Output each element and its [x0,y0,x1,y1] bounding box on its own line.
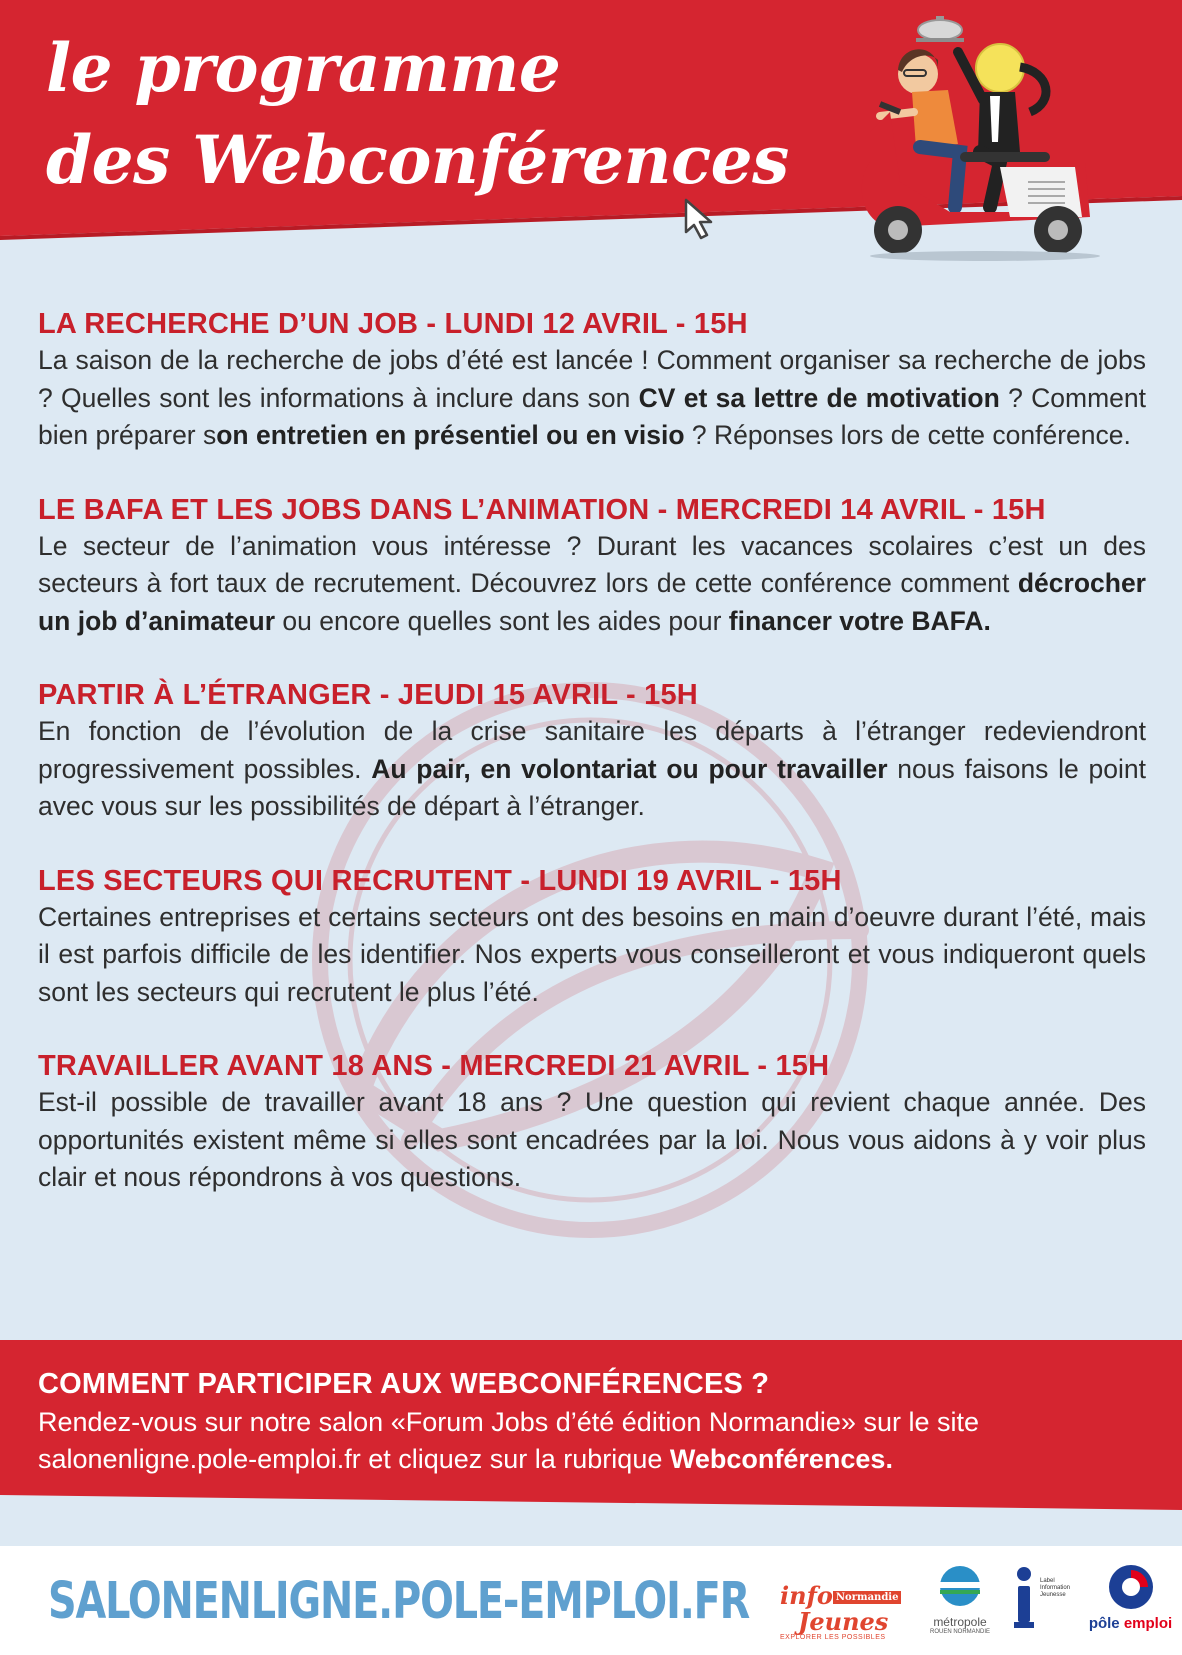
text-segment: ? Réponses lors de cette conférence. [684,420,1131,450]
session-description [38,1084,1146,1197]
text-segment: Le secteur de l’animation vous intéresse ? Durant les vacances scolaires c’est un des secteurs à fort taux de recrutement. Découvrez lors de cette conférence comment [38,530,1146,598]
information-jeunesse-logo [1010,1564,1085,1639]
pole-emploi-logo [1088,1562,1173,1632]
text-segment: En fonction de l’évolution de la crise sanitaire les départs à l’étranger redeviendront progressivement possibles. [38,716,1146,784]
title-line-1: le programme [46,29,561,107]
metropole-globe-icon [938,1564,982,1608]
participate-content [38,1364,1148,1478]
webconferences-link-label: Webconférences. [669,1444,893,1474]
text-segment: nous faisons le point avec vous sur les possibilités de départ à l’étranger. [38,753,1146,821]
session-item [38,306,1146,455]
information-jeunesse-label: Label Information Jeunesse [1040,1578,1071,1598]
info-jeunes-logo [780,1581,910,1641]
information-jeunesse-icon [1010,1564,1040,1634]
pole-emploi-word-2: emploi [1123,1615,1173,1632]
text-segment-bold: CV et sa lettre de motivation [638,382,1000,413]
session-description [38,528,1146,641]
text-segment-bold: Au pair, en volontariat ou pour travailler [371,753,888,784]
page-title [46,22,789,206]
info-jeunes-word-2: Jeunes [798,1606,889,1636]
conference-list [38,306,1146,1234]
session-heading: LA RECHERCHE D’UN JOB - LUNDI 12 AVRIL - 15H [38,308,748,340]
text-segment-bold: on entretien en présentiel ou en visio [216,420,685,450]
text-segment: ? Comment bien préparer s [38,382,1147,450]
header-banner [0,0,1182,250]
text-segment: La saison de la recherche de jobs d’été est lancée ! Comment organiser sa recherche de jobs ? Quelles sont les informations à inclure dans son [38,345,1146,413]
session-heading: LES SECTEURS QUI RECRUTENT - LUNDI 19 AVRIL - 15H [38,864,842,897]
partner-logos [770,1554,1173,1649]
text-segment: ou encore quelles sont les aides pour [275,605,729,636]
session-item [38,677,1146,826]
text-segment-bold: financer votre BAFA. [728,605,991,636]
session-description [38,342,1146,455]
session-item [38,863,1146,1012]
text-segment: Est-il possible de travailler avant 18 ans ? Une question qui revient chaque année. Des opportunités existent même si elles sont encadrées par la loi. Nous vous aidons à y voir plus clair et nous répondrons à vos questions. [38,1087,1146,1192]
metropole-label: métropole [933,1615,987,1629]
session-heading: TRAVAILLER AVANT 18 ANS - MERCREDI 21 AVRIL - 15H [38,1050,830,1082]
session-description [38,713,1146,826]
session-item [38,1048,1146,1197]
participate-text [38,1404,1148,1478]
metropole-sublabel: ROUEN NORMANDIE [929,1629,990,1635]
scooter-riders-illustration [850,12,1110,262]
session-item [38,492,1146,641]
participate-text-segment: Rendez-vous sur notre salon «Forum Jobs d’été édition Normandie» sur le site salonenligne.pole-emploi.fr et cliquez sur la rubrique [38,1407,979,1474]
session-description [38,899,1146,1012]
footer [0,1546,1182,1655]
pole-emploi-icon [1106,1562,1156,1612]
participate-heading: COMMENT PARTICIPER AUX WEBCONFÉRENCES ? [38,1368,770,1400]
session-heading: LE BAFA ET LES JOBS DANS L’ANIMATION - MERCREDI 14 AVRIL - 15H [38,493,1046,526]
session-heading: PARTIR À L’ÉTRANGER - JEUDI 15 AVRIL - 15H [38,679,698,711]
pole-emploi-word-1: pôle [1088,1615,1124,1632]
info-jeunes-tagline: EXPLORER LES POSSIBLES [780,1633,886,1641]
title-line-2: des Webconférences [46,121,789,199]
info-jeunes-region: Normandie [833,1591,902,1604]
cursor-arrow-icon [684,198,724,242]
site-url-link[interactable]: SALONENLIGNE.POLE-EMPLOI.FR [48,1572,750,1631]
how-to-participate-band [0,1340,1182,1510]
metropole-rouen-logo [920,1564,1000,1635]
text-segment: Certaines entreprises et certains secteurs ont des besoins en main d’oeuvre durant l’été, mais il est parfois difficile de les identifier. Nos experts vous conseilleront et vous indiqueront quels sont les secteurs qui recrutent le plus l’été. [38,901,1146,1007]
info-jeunes-word-1: info [780,1581,833,1610]
text-segment-bold: décrocher un job d’animateur [38,568,1146,636]
